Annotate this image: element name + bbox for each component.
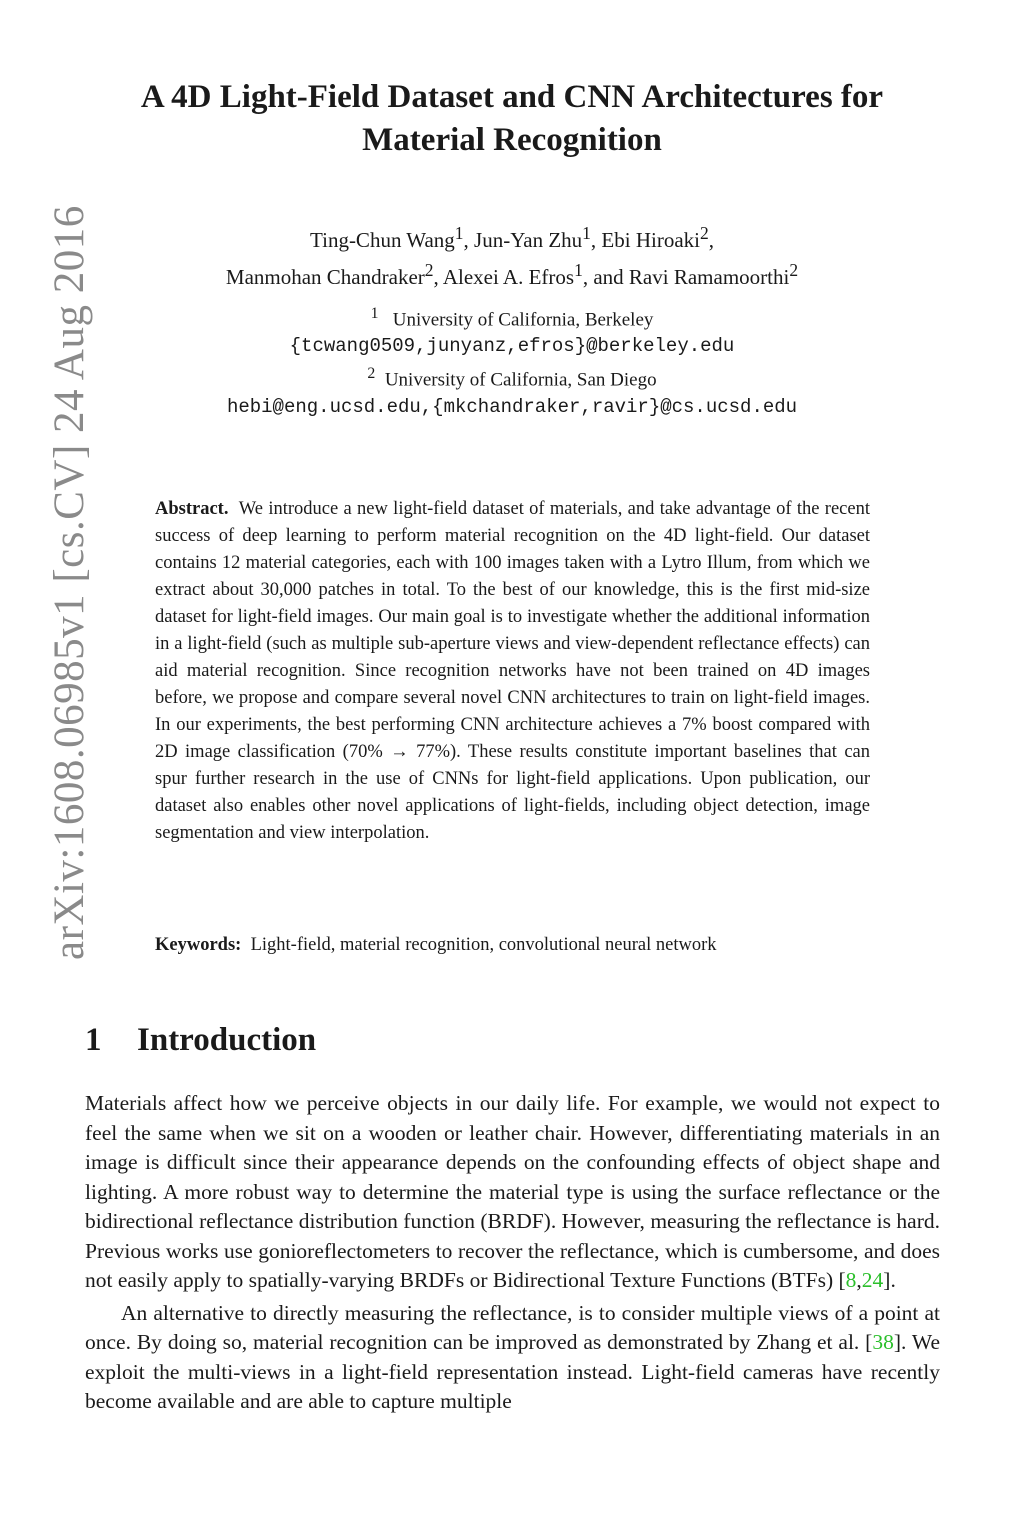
paper-title (100, 76, 924, 162)
affiliations (100, 300, 924, 421)
abstract-label: Abstract. (155, 499, 229, 519)
abstract-text: We introduce a new light-field dataset of materials, and take advantage of the recent success of deep learning to perform material recognition on the 4D light-field. Our dataset contains 12 material categories, each with 100 images taken with a Lytro Illum, from which we extract about 30,000 patches in total. To the best of our knowledge, this is the first mid-size dataset for light-field images. Our main goal is to investigate whether the additional information in a light-field (such as multiple sub-aperture views and view-dependent reflectance effects) can aid material recognition. Since recognition networks have not been trained on 4D images before, we propose and compare several novel CNN architectures to train on light-field images. In our experiments, the best performing CNN architecture achieves a 7% boost compared with 2D image classification (70% → 77%). These results constitute important baselines that can spur further research in the use of CNNs for light-field applications. Upon publication, our dataset also enables other novel applications of light-fields, including object detection, image segmentation and view interpolation. (155, 499, 870, 843)
paragraph: Materials affect how we perceive objects in our daily life. For example, we would not expect to feel the same when we sit on a wooden or leather chair. However, differentiating materials in an image is difficult since their appearance depends on the confounding effects of object shape and lighting. A more robust way to determine the material type is using the surface reflectance or the bidirectional reflectance distribution function (BRDF). However, measuring the reflectance is hard. Previous works use gonioreflectometers to recover the reflectance, which is cumbersome, and does not easily apply to spatially-varying BRDFs or Bidirectional Texture Functions (BTFs) [8,24]. (85, 1091, 940, 1292)
arxiv-identifier: arXiv:1608.06985v1 [cs.CV] 24 Aug 2016 (46, 205, 93, 960)
keywords-text: Light-field, material recognition, convolutional neural network (250, 935, 717, 955)
affiliation-mark: 1 (582, 223, 591, 243)
paragraph-text: ]. We exploit the multi-views in a light-field representation instead. Light-field cameras have recently become available and are able to capture multiple (85, 1330, 941, 1413)
affiliation-ucsd: University of California, San Diego (384, 369, 657, 391)
paragraph-text: An alternative to directly measuring the reflectance, is to consider multiple views of a point at once. By doing so, material recognition can be improved as demonstrated by Zhang et al. [ (85, 1300, 940, 1354)
affiliation-mark: 1 (370, 305, 379, 322)
affiliation-mark: 2 (699, 223, 709, 243)
author-name: Ravi Ramamoorthi (628, 265, 790, 289)
author-name: Manmohan Chandraker (225, 265, 425, 289)
section-number: 1 (85, 1022, 102, 1058)
paragraph-text: Materials affect how we perceive objects in our daily life. For example, we would not expect to feel the same when we sit on a wooden or leather chair. However, differentiating materials in an image is difficult since their appearance depends on the confounding effects of object shape and lighting. A more robust way to determine the material type is using the surface reflectance or the bidirectional reflectance distribution function (BRDF). However, measuring the reflectance is hard. Previous works use gonioreflectometers to recover the reflectance, which is cumbersome, and does not easily apply to spatially-varying BRDFs or Bidirectional Texture Functions (BTFs) [ (85, 1091, 940, 1292)
introduction-body (85, 1089, 940, 1417)
title-line-1: A 4D Light-Field Dataset and CNN Architectures for (140, 79, 884, 115)
affiliation-mark: 2 (424, 260, 434, 280)
author-list: Ting-Chun Wang$^1$, Jun-Yan Zhu$^1$, Ebi Hiroaki$^2$, Manmohan Chandraker$^2$, Alexei A. Efros$^1$, and Ravi Ramamoorthi$^2$ (225, 223, 799, 289)
affiliation-mark: 2 (367, 365, 376, 383)
email-berkeley: {tcwang0509,junyanz,efros}@berkeley.edu (289, 335, 735, 358)
section-heading (85, 1018, 316, 1062)
author-name: Ting-Chun Wang (310, 228, 455, 252)
author-conjunction: and (593, 265, 624, 289)
affiliation-berkeley: University of California, Berkeley (392, 309, 654, 331)
author-name: Ebi Hiroaki (601, 228, 700, 252)
section-title: Introduction (137, 1022, 317, 1058)
keywords-label: Keywords: (155, 935, 242, 955)
citation-link[interactable]: 24 (861, 1268, 884, 1292)
author-name: Alexei A. Efros (442, 265, 575, 289)
keywords (155, 932, 870, 959)
citation-link[interactable]: 38 (872, 1330, 894, 1354)
abstract (155, 496, 870, 847)
title-line-2: Material Recognition (362, 122, 662, 158)
email-ucsd: hebi@eng.ucsd.edu,{mkchandraker,ravir}@cs.ucsd.edu (226, 395, 798, 418)
affiliation-mark: 1 (454, 223, 464, 243)
affiliation-mark: 1 (574, 260, 583, 280)
author-name: Jun-Yan Zhu (474, 228, 583, 252)
affiliation-mark: 2 (789, 260, 799, 280)
paragraph (85, 1299, 940, 1417)
citation-link[interactable]: 8 (845, 1268, 857, 1292)
